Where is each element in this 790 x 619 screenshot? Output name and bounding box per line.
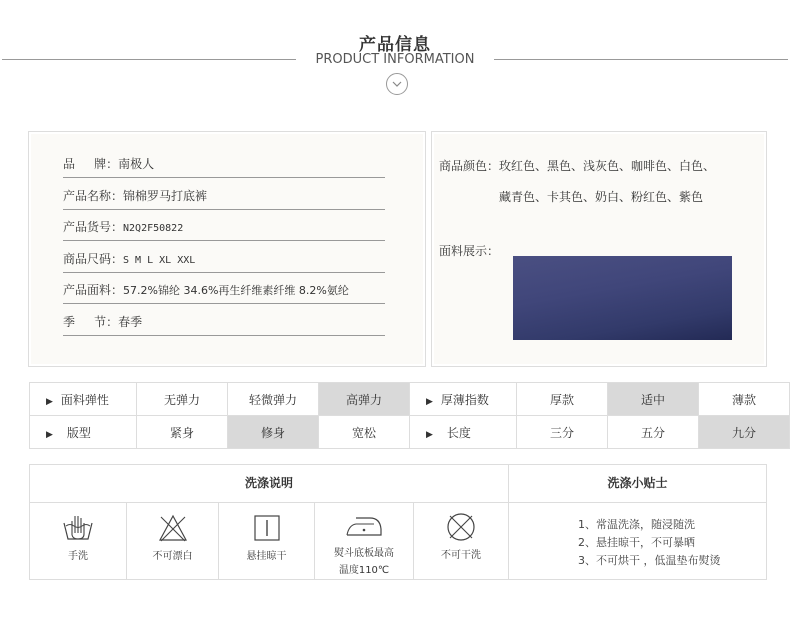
info-value: 春季 [118, 315, 143, 329]
tips-title: 洗涤小贴士 [509, 465, 766, 503]
wash-tip: 3、不可烘干 ，低温垫布熨烫 [578, 554, 721, 567]
attr-option[interactable]: 薄款 [699, 383, 790, 416]
attr-head-label: 厚薄指数 [440, 392, 489, 407]
iron-icon [344, 512, 384, 540]
triangle-right-icon: ▶ [425, 396, 433, 407]
attr-head-length [409, 416, 516, 449]
attr-head-label: 长度 [446, 425, 471, 440]
wash-cell-hang [219, 503, 315, 579]
wash-label: 悬挂晾干 [246, 551, 287, 562]
info-value: S M L XL XXL [123, 255, 196, 266]
info-row-season [63, 309, 385, 336]
info-label: 商品尺码： [63, 252, 124, 266]
wash-cell-bleach [127, 503, 219, 579]
info-row-size [63, 246, 385, 273]
color-list-line2: 藏青色、卡其色、奶白、粉红色、紫色 [499, 190, 704, 204]
no-dry-clean-icon [445, 511, 477, 543]
color-list-line1: 玫红色、黑色、浅灰色、咖啡色、白色、 [499, 159, 716, 173]
attr-option-selected[interactable]: 适中 [608, 383, 699, 416]
attr-option-selected[interactable]: 九分 [699, 416, 790, 449]
attribute-row [30, 383, 790, 416]
info-label: 品 牌： [63, 157, 119, 171]
page-subtitle: PRODUCT INFORMATION [315, 52, 475, 67]
wash-label: 不可漂白 [152, 551, 193, 562]
triangle-right-icon: ▶ [425, 429, 433, 440]
attr-option[interactable]: 五分 [608, 416, 699, 449]
fabric-swatch-image [513, 256, 732, 340]
chevron-down-icon[interactable] [386, 73, 408, 95]
info-row-sku [63, 214, 385, 241]
wash-title: 洗涤说明 [30, 465, 509, 503]
attribute-table [29, 382, 790, 449]
wash-tips [578, 516, 721, 570]
wash-cell-iron [315, 503, 414, 579]
wash-label: 手洗 [68, 551, 88, 562]
info-label: 产品货号： [63, 220, 124, 234]
info-label: 季 节： [63, 315, 119, 329]
info-row-fabric [63, 277, 385, 304]
triangle-right-icon: ▶ [46, 396, 53, 407]
triangle-right-icon: ▶ [46, 429, 53, 440]
wash-label-2: 温度110℃ [338, 565, 390, 576]
fabric-display-label: 面料展示： [439, 244, 500, 258]
wash-section [29, 464, 767, 580]
info-row-name [63, 183, 385, 210]
attr-option[interactable]: 厚款 [517, 383, 608, 416]
attr-option[interactable]: 宽松 [319, 416, 410, 449]
info-value: 锦棉罗马打底裤 [123, 189, 208, 203]
wash-tip: 1、常温洗涤，随浸随洗 [578, 518, 695, 531]
wash-cell-dryclean [414, 503, 509, 579]
attr-head-elasticity [30, 383, 137, 416]
info-row-brand [63, 151, 385, 178]
attr-head-fit [30, 416, 137, 449]
wash-cell-hand [30, 503, 127, 579]
info-value: 南极人 [118, 157, 155, 171]
attr-option-selected[interactable]: 高弹力 [319, 383, 410, 416]
no-bleach-icon [157, 513, 189, 543]
hand-wash-icon [61, 513, 95, 543]
attr-option[interactable]: 无弹力 [137, 383, 228, 416]
hang-dry-icon [252, 513, 282, 543]
attr-head-label: 版型 [66, 425, 91, 440]
attr-option[interactable]: 紧身 [137, 416, 228, 449]
attr-option-selected[interactable]: 修身 [228, 416, 319, 449]
wash-label: 不可干洗 [441, 550, 481, 561]
wash-tip: 2、悬挂晾干，不可暴晒 [578, 536, 695, 549]
attr-head-thickness [409, 383, 516, 416]
page-title: 产品信息 [359, 35, 431, 55]
color-label: 商品颜色： [439, 159, 500, 173]
attr-option[interactable]: 轻微弹力 [228, 383, 319, 416]
attr-head-label: 面料弹性 [60, 392, 109, 407]
attribute-row [30, 416, 790, 449]
attr-option[interactable]: 三分 [517, 416, 608, 449]
info-value: 57.2%锦纶 34.6%再生纤维素纤维 8.2%氨纶 [123, 284, 349, 297]
wash-label: 熨斗底板最高 [334, 548, 394, 559]
info-label: 产品名称： [63, 189, 124, 203]
info-label: 产品面料： [63, 283, 124, 297]
info-value: N2Q2F50822 [123, 223, 184, 234]
